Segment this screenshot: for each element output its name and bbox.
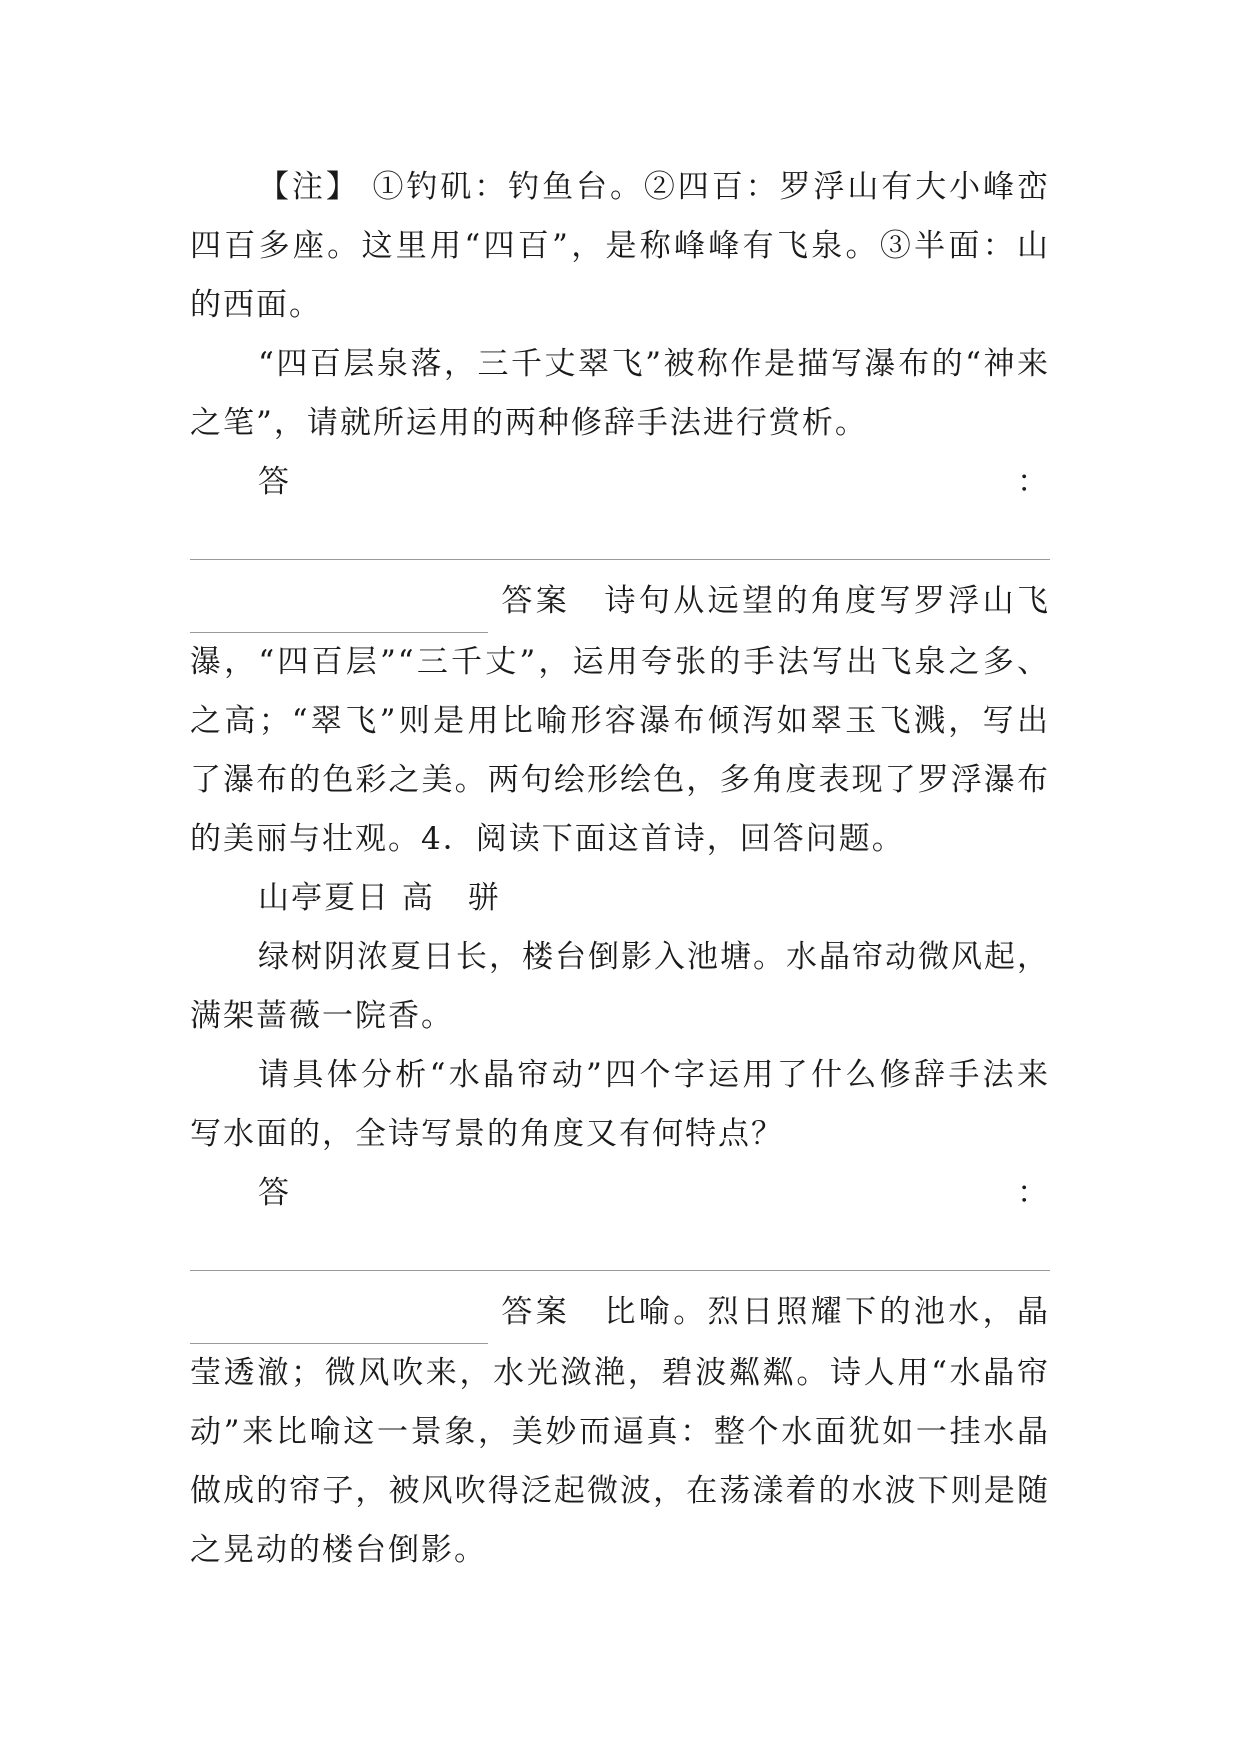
q4-poem-body: 绿树阴浓夏日长，楼台倒影入池塘。水晶帘动微风起，满架蔷薇一院香。 [190,939,1050,1034]
q4-answer-prompt [190,1164,1050,1223]
q4-answer-text: 答案 比喻。烈日照耀下的池水，晶莹透澈；微风吹来，水光潋滟，碧波粼粼。诗人用“水晶帘动”来比喻这一景象，美妙而逼真：整个水面犹如一挂水晶做成的帘子，被风吹得泛起微波，在荡漾着的水波下则是随之晃动的楼台倒影。 [190,1294,1050,1568]
q3-answer-text: 答案 诗句从远望的角度写罗浮山飞瀑，“四百层”“三千丈”，运用夸张的手法写出飞泉之多、之高；“翠飞”则是用比喻形容瀑布倾泻如翠玉飞溅，写出了瀑布的色彩之美。两句绘形绘色，多角度表现了罗浮瀑布的美丽与壮观。4．阅读下面这首诗，回答问题。 [190,583,1050,857]
document-page [190,158,1050,1580]
q3-answer-colon: ： [1017,464,1050,500]
q3-answer-rule-short [190,632,488,633]
q3-answer-prompt [190,453,1050,512]
q4-answer-colon: ： [1017,1175,1050,1211]
q3-answer-rule [190,559,1050,560]
q3-note: 【注】 ①钓矶：钓鱼台。②四百：罗浮山有大小峰峦四百多座。这里用“四百”，是称峰峰有飞泉。③半面：山的西面。 [190,169,1050,323]
q4-answer-block [190,1283,1050,1580]
q4-answer-rule-short [190,1343,488,1344]
q3-answer-block [190,572,1050,869]
q4-answer-label: 答 [258,1175,291,1211]
q4-question: 请具体分析“水晶帘动”四个字运用了什么修辞手法来写水面的，全诗写景的角度又有何特点？ [190,1057,1050,1152]
q4-answer-rule [190,1270,1050,1271]
q3-question: “四百层泉落，三千丈翠飞”被称作是描写瀑布的“神来之笔”，请就所运用的两种修辞手法进行赏析。 [190,346,1050,441]
q3-answer-label: 答 [258,464,291,500]
q4-poem-title: 山亭夏日 高 骈 [258,880,501,916]
